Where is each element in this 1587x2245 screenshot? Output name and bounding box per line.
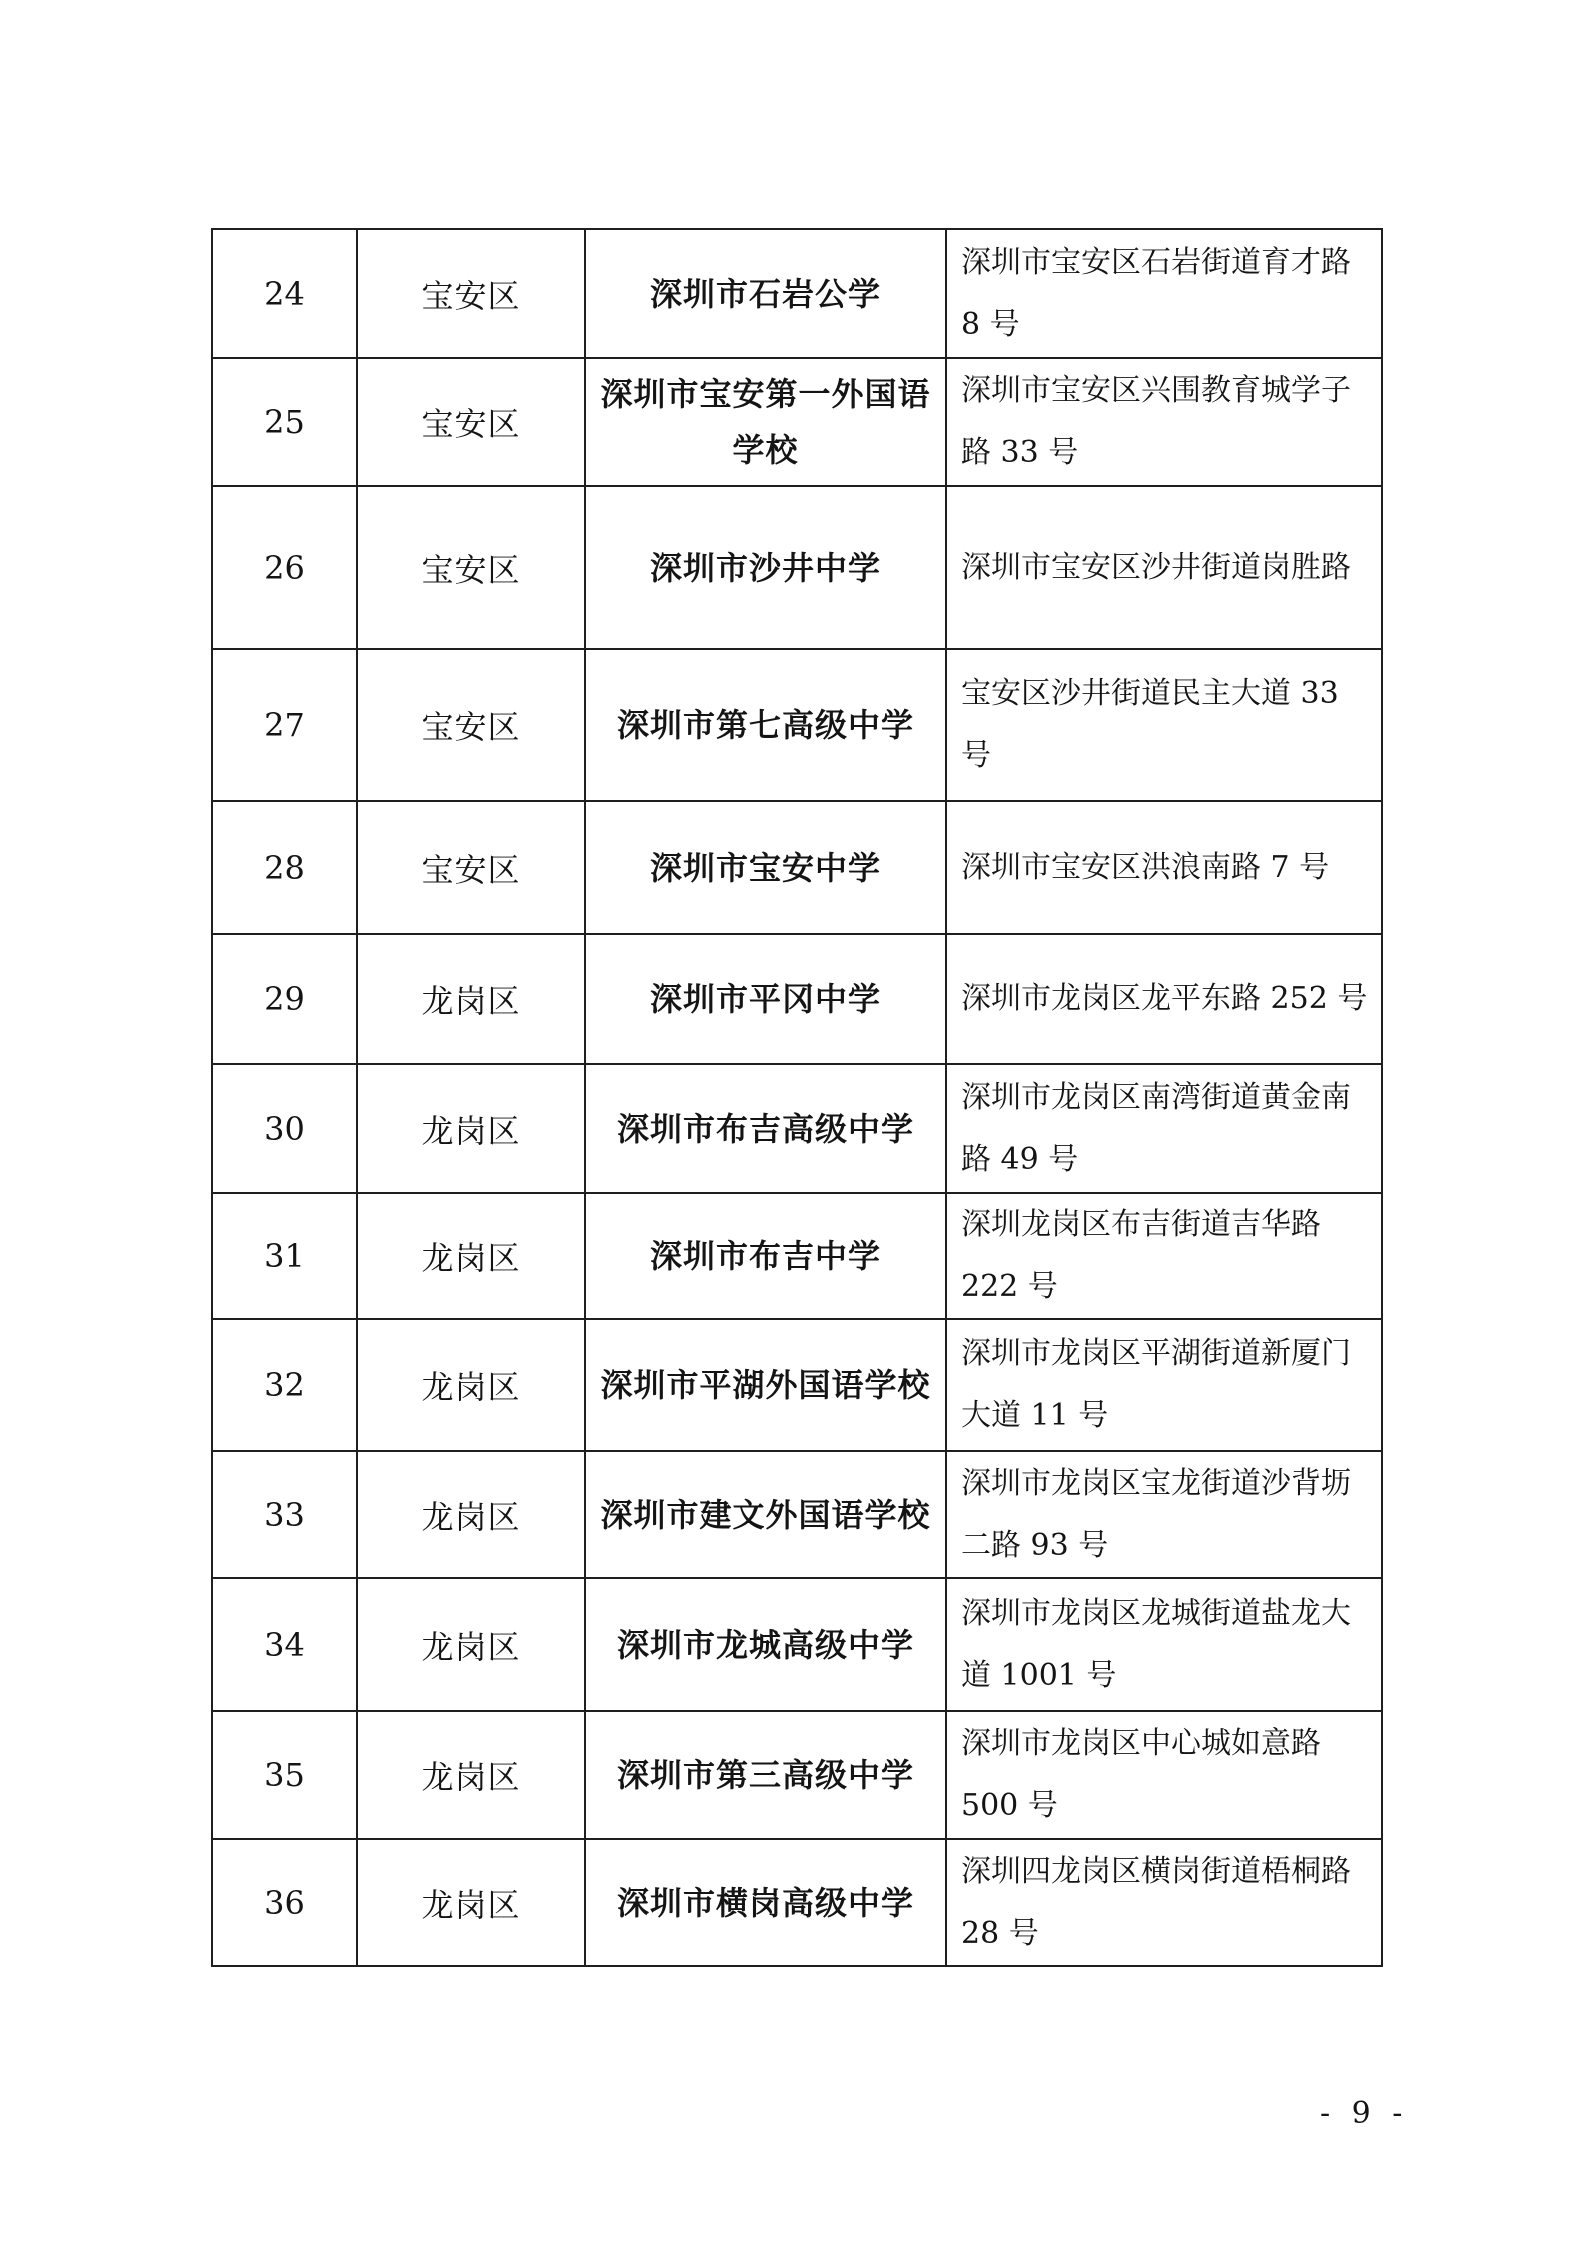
district-cell: 龙岗区 <box>357 1451 585 1578</box>
row-number-cell: 29 <box>212 934 357 1064</box>
address-cell: 深圳市宝安区石岩街道育才路 8 号 <box>946 229 1382 358</box>
school-name-cell: 深圳市第七高级中学 <box>585 649 946 801</box>
district-cell: 龙岗区 <box>357 1711 585 1839</box>
address-cell: 深圳市宝安区洪浪南路 7 号 <box>946 801 1382 934</box>
table-row <box>212 1578 1382 1711</box>
table-row <box>212 1451 1382 1578</box>
address-cell: 宝安区沙井街道民主大道 33 号 <box>946 649 1382 801</box>
address-cell: 深圳龙岗区布吉街道吉华路 222 号 <box>946 1193 1382 1319</box>
row-number-cell: 35 <box>212 1711 357 1839</box>
row-number-cell: 31 <box>212 1193 357 1319</box>
address-cell: 深圳市龙岗区宝龙街道沙背坜二路 93 号 <box>946 1451 1382 1578</box>
school-name-cell: 深圳市宝安中学 <box>585 801 946 934</box>
row-number-cell: 28 <box>212 801 357 934</box>
district-cell: 宝安区 <box>357 649 585 801</box>
school-name-cell: 深圳市宝安第一外国语学校 <box>585 358 946 486</box>
address-cell: 深圳市宝安区沙井街道岗胜路 <box>946 486 1382 649</box>
school-name-cell: 深圳市布吉高级中学 <box>585 1064 946 1193</box>
table-row <box>212 801 1382 934</box>
row-number-cell: 26 <box>212 486 357 649</box>
district-cell: 龙岗区 <box>357 1319 585 1451</box>
row-number-cell: 30 <box>212 1064 357 1193</box>
row-number-cell: 33 <box>212 1451 357 1578</box>
district-cell: 龙岗区 <box>357 1578 585 1711</box>
district-cell: 龙岗区 <box>357 1193 585 1319</box>
district-cell: 宝安区 <box>357 358 585 486</box>
table-row <box>212 1839 1382 1966</box>
page-number: - 9 - <box>1320 2096 1405 2131</box>
address-cell: 深圳市龙岗区龙平东路 252 号 <box>946 934 1382 1064</box>
school-name-cell: 深圳市龙城高级中学 <box>585 1578 946 1711</box>
address-cell: 深圳市龙岗区平湖街道新厦门大道 11 号 <box>946 1319 1382 1451</box>
table-row <box>212 934 1382 1064</box>
school-name-cell: 深圳市平冈中学 <box>585 934 946 1064</box>
row-number-cell: 34 <box>212 1578 357 1711</box>
address-cell: 深圳市龙岗区南湾街道黄金南路 49 号 <box>946 1064 1382 1193</box>
school-name-cell: 深圳市建文外国语学校 <box>585 1451 946 1578</box>
row-number-cell: 24 <box>212 229 357 358</box>
table-row <box>212 649 1382 801</box>
table-row <box>212 486 1382 649</box>
row-number-cell: 25 <box>212 358 357 486</box>
table-row <box>212 229 1382 358</box>
address-cell: 深圳市龙岗区中心城如意路 500 号 <box>946 1711 1382 1839</box>
district-cell: 龙岗区 <box>357 934 585 1064</box>
table-row <box>212 1319 1382 1451</box>
school-name-cell: 深圳市石岩公学 <box>585 229 946 358</box>
school-name-cell: 深圳市横岗高级中学 <box>585 1839 946 1966</box>
district-cell: 宝安区 <box>357 229 585 358</box>
district-cell: 龙岗区 <box>357 1064 585 1193</box>
table-row <box>212 1193 1382 1319</box>
table-row <box>212 1711 1382 1839</box>
address-cell: 深圳四龙岗区横岗街道梧桐路 28 号 <box>946 1839 1382 1966</box>
school-name-cell: 深圳市平湖外国语学校 <box>585 1319 946 1451</box>
table-row <box>212 1064 1382 1193</box>
row-number-cell: 27 <box>212 649 357 801</box>
district-cell: 龙岗区 <box>357 1839 585 1966</box>
row-number-cell: 36 <box>212 1839 357 1966</box>
schools-table <box>211 228 1383 1967</box>
school-name-cell: 深圳市第三高级中学 <box>585 1711 946 1839</box>
school-name-cell: 深圳市布吉中学 <box>585 1193 946 1319</box>
school-name-cell: 深圳市沙井中学 <box>585 486 946 649</box>
district-cell: 宝安区 <box>357 801 585 934</box>
district-cell: 宝安区 <box>357 486 585 649</box>
address-cell: 深圳市宝安区兴围教育城学子路 33 号 <box>946 358 1382 486</box>
address-cell: 深圳市龙岗区龙城街道盐龙大道 1001 号 <box>946 1578 1382 1711</box>
row-number-cell: 32 <box>212 1319 357 1451</box>
table-row <box>212 358 1382 486</box>
